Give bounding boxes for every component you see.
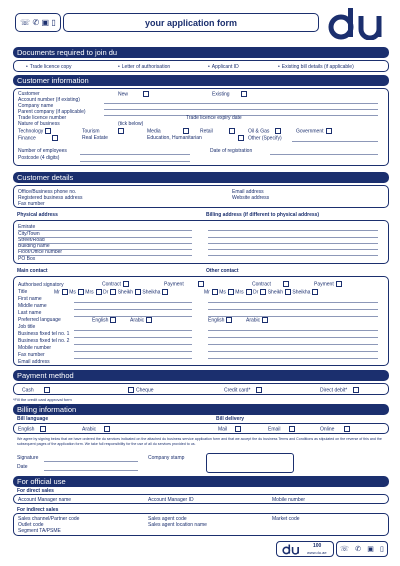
mobile-icon: ▯ bbox=[51, 17, 56, 27]
payment-checkbox[interactable] bbox=[198, 281, 204, 287]
outlet-code-label: Outlet code bbox=[18, 522, 44, 528]
media-option[interactable]: Media bbox=[147, 128, 189, 134]
trade-licence-number-label: Trade licence number bbox=[18, 115, 67, 121]
du-footer-logo bbox=[281, 544, 301, 555]
channel-code-label: Sales channel/Partner code bbox=[18, 516, 80, 522]
finance-option[interactable]: Finance bbox=[18, 135, 58, 141]
footer-service-icons bbox=[336, 541, 388, 557]
doc-item: • Letter of authorisation bbox=[118, 64, 170, 70]
billing-address-heading: Billing address (if different to physical address) bbox=[206, 212, 320, 218]
floor-label: Floor/Office number bbox=[18, 249, 63, 255]
billing-options-box bbox=[13, 423, 389, 434]
registration-date-label: Date of registration bbox=[210, 148, 253, 154]
du-logo bbox=[324, 8, 388, 40]
finance-checkbox[interactable] bbox=[52, 135, 58, 141]
other-contact-heading: Other contact bbox=[206, 268, 239, 274]
other-payment-checkbox[interactable] bbox=[336, 281, 342, 287]
bill-delivery-heading: Bill delivery bbox=[216, 416, 245, 422]
docs-section-title: Documents required to join du bbox=[13, 47, 389, 58]
oil-gas-option[interactable]: Oil & Gas bbox=[248, 128, 281, 134]
footer-logo bbox=[276, 541, 334, 557]
physical-address-heading: Physical address bbox=[17, 212, 58, 218]
other-payment-option[interactable]: Payment bbox=[314, 281, 342, 287]
biz-tel1-label: Business fixed tel no. 1 bbox=[18, 331, 70, 337]
payment-option[interactable]: Payment bbox=[164, 281, 204, 287]
technology-option[interactable]: Technology bbox=[18, 128, 51, 134]
credit-checkbox[interactable] bbox=[256, 387, 262, 393]
city-label: City/Town bbox=[18, 231, 40, 237]
cash-option[interactable]: Cash bbox=[22, 387, 50, 393]
street-label: Street/Road bbox=[18, 237, 45, 243]
customer-section-title: Customer information bbox=[13, 75, 389, 86]
mobile-label: Mobile number bbox=[18, 345, 52, 351]
page-title: your application form bbox=[63, 13, 319, 32]
nature-label: Nature of business bbox=[18, 121, 60, 127]
contract-option[interactable]: Contract bbox=[102, 281, 129, 287]
customer-label: Customer bbox=[18, 91, 40, 97]
payment-section-title: Payment method bbox=[13, 370, 389, 381]
details-box bbox=[13, 185, 389, 208]
tourism-checkbox[interactable] bbox=[118, 128, 124, 134]
website-label: Website address bbox=[232, 195, 270, 201]
handset-icon: ✆ bbox=[355, 546, 361, 553]
market-code-label: Market code bbox=[272, 516, 300, 522]
payment-note: *Fill the credit card approval form bbox=[13, 397, 72, 402]
billing-section-title: Billing information bbox=[13, 404, 389, 415]
footer-phone: 100 bbox=[313, 543, 322, 549]
cheque-option[interactable]: Cheque bbox=[128, 387, 154, 393]
retail-checkbox[interactable] bbox=[229, 128, 235, 134]
contract-checkbox[interactable] bbox=[123, 281, 129, 287]
customer-info-box bbox=[13, 88, 389, 166]
government-checkbox[interactable] bbox=[326, 128, 332, 134]
other-english-option[interactable]: English bbox=[208, 317, 232, 323]
pref-language-label: Preferred language bbox=[18, 317, 61, 323]
official-section-title: For official use bbox=[13, 476, 389, 487]
payment-box bbox=[13, 383, 389, 395]
other-specify-field[interactable] bbox=[292, 141, 378, 142]
other-contract-checkbox[interactable] bbox=[283, 281, 289, 287]
account-manager-label: Account Manager name bbox=[18, 496, 72, 503]
media-checkbox[interactable] bbox=[183, 128, 189, 134]
agent-location-label: Sales agent location name bbox=[148, 522, 207, 528]
building-label: Building name bbox=[18, 243, 50, 249]
emirate-label: Emirate bbox=[18, 224, 36, 230]
biz-tel2-label: Business fixed tel no. 2 bbox=[18, 338, 70, 344]
service-icons bbox=[15, 13, 61, 32]
signature-field[interactable] bbox=[44, 461, 138, 462]
credit-option[interactable]: Credit card* bbox=[224, 387, 262, 393]
title-label: Title bbox=[18, 289, 28, 295]
segment-label: Segment TA/PSME bbox=[18, 528, 61, 534]
government-option[interactable]: Government bbox=[296, 128, 332, 134]
footer-web: www.du.ae bbox=[307, 550, 327, 555]
main-contact-heading: Main contact bbox=[17, 268, 48, 274]
first-name-label: First name bbox=[18, 296, 42, 302]
title-options[interactable]: Mr Ms Mrs Dr Sheikh Sheikha bbox=[54, 289, 168, 295]
other-option[interactable]: Other (Specify) bbox=[238, 135, 282, 141]
middle-name-label: Middle name bbox=[18, 303, 47, 309]
handset-icon: ✆ bbox=[32, 17, 40, 27]
postcode-field[interactable] bbox=[80, 161, 190, 162]
last-name-label: Last name bbox=[18, 310, 42, 316]
employees-label: Number of employees bbox=[18, 148, 67, 154]
tick-below-label: (tick below) bbox=[118, 121, 144, 127]
other-title-options[interactable]: Mr Ms Mrs Dr Sheikh Sheikha bbox=[204, 289, 318, 295]
phone-icon: ☏ bbox=[20, 17, 31, 27]
indirect-sales-heading: For indirect sales bbox=[17, 507, 59, 513]
registration-date-field[interactable] bbox=[270, 154, 378, 155]
doc-item: • Trade licence copy bbox=[26, 64, 72, 70]
real-estate-option[interactable]: Real Estate bbox=[82, 135, 108, 141]
direct-option[interactable]: Direct debit* bbox=[320, 387, 359, 393]
direct-sales-box bbox=[13, 494, 389, 504]
cheque-checkbox[interactable] bbox=[128, 387, 134, 393]
indirect-sales-box bbox=[13, 513, 389, 536]
bill-language-heading: Bill language bbox=[17, 416, 49, 422]
retail-option[interactable]: Retail bbox=[200, 128, 235, 134]
existing-checkbox[interactable] bbox=[241, 91, 247, 97]
email-delivery-option[interactable]: Email bbox=[268, 426, 295, 432]
office-phone-label: Office/Business phone no. bbox=[18, 189, 77, 195]
contact-box bbox=[13, 276, 389, 366]
online-option[interactable]: Online bbox=[320, 426, 350, 432]
existing-label[interactable]: Existing bbox=[212, 91, 247, 97]
tv-icon: ▣ bbox=[41, 17, 50, 27]
mobile-number-label: Mobile number bbox=[272, 496, 306, 503]
bill-english-option[interactable]: English bbox=[18, 426, 46, 432]
date-label: Date bbox=[17, 464, 28, 470]
english-option[interactable]: English bbox=[92, 317, 116, 323]
oil-gas-checkbox[interactable] bbox=[275, 128, 281, 134]
tourism-option[interactable]: Tourism bbox=[82, 128, 124, 134]
fax-number-label: Fax number bbox=[18, 352, 45, 358]
reg-address-label: Registered business address bbox=[18, 195, 83, 201]
mail-option[interactable]: Mail bbox=[218, 426, 241, 432]
agreement-text: We agree by signing below that we have ordered the du services indicated on the attached du business service application form and that we accept the du business Terms and Conditions as stipulated on the reverse of this and the subsequent pages of the application form. We take full responsibility for the use of all du services provided to us. bbox=[17, 437, 382, 446]
doc-item: • Applicant ID bbox=[208, 64, 239, 70]
account-number-label: Account number (if existing) bbox=[18, 97, 80, 103]
new-label[interactable]: New bbox=[118, 91, 149, 97]
other-arabic-option[interactable]: Arabic bbox=[246, 317, 268, 323]
cash-checkbox[interactable] bbox=[44, 387, 50, 393]
new-checkbox[interactable] bbox=[143, 91, 149, 97]
education-option[interactable]: Education, Humanitarian bbox=[147, 135, 202, 141]
docs-box bbox=[13, 60, 389, 72]
stamp-label: Company stamp bbox=[148, 455, 185, 461]
tv-icon: ▣ bbox=[367, 546, 374, 553]
email-label: Email address bbox=[232, 189, 264, 195]
details-section-title: Customer details bbox=[13, 172, 389, 183]
authorised-label: Authorised signatory bbox=[18, 282, 64, 288]
mobile-icon: ▯ bbox=[380, 546, 384, 553]
pobox-label: PO Box bbox=[18, 256, 36, 262]
job-title-label: Job title bbox=[18, 324, 36, 330]
company-name-label: Company name bbox=[18, 103, 54, 109]
technology-checkbox[interactable] bbox=[45, 128, 51, 134]
signature-label: Signature bbox=[17, 455, 39, 461]
stamp-box[interactable] bbox=[206, 453, 294, 473]
phone-icon: ☏ bbox=[340, 546, 349, 553]
postcode-label: Postcode (4 digits) bbox=[18, 155, 60, 161]
trade-licence-expiry-label: Trade licence expiry date bbox=[186, 115, 242, 121]
parent-company-label: Parent company (if applicable) bbox=[18, 109, 86, 115]
employees-field[interactable] bbox=[80, 154, 190, 155]
other-contract-option[interactable]: Contract bbox=[252, 281, 289, 287]
doc-item: • Existing bill details (if applicable) bbox=[278, 64, 354, 70]
fax-label: Fax number bbox=[18, 201, 45, 207]
date-field[interactable] bbox=[44, 470, 138, 471]
arabic-option[interactable]: Arabic bbox=[130, 317, 152, 323]
email-address-label: Email address bbox=[18, 359, 50, 365]
agent-code-label: Sales agent code bbox=[148, 516, 187, 522]
direct-checkbox[interactable] bbox=[353, 387, 359, 393]
bill-arabic-option[interactable]: Arabic bbox=[82, 426, 110, 432]
account-number-field[interactable] bbox=[104, 103, 378, 104]
company-name-field[interactable] bbox=[104, 109, 378, 110]
other-checkbox[interactable] bbox=[238, 135, 244, 141]
address-box bbox=[13, 220, 389, 264]
direct-sales-heading: For direct sales bbox=[17, 488, 54, 494]
account-manager-id-label: Account Manager ID bbox=[148, 496, 194, 503]
